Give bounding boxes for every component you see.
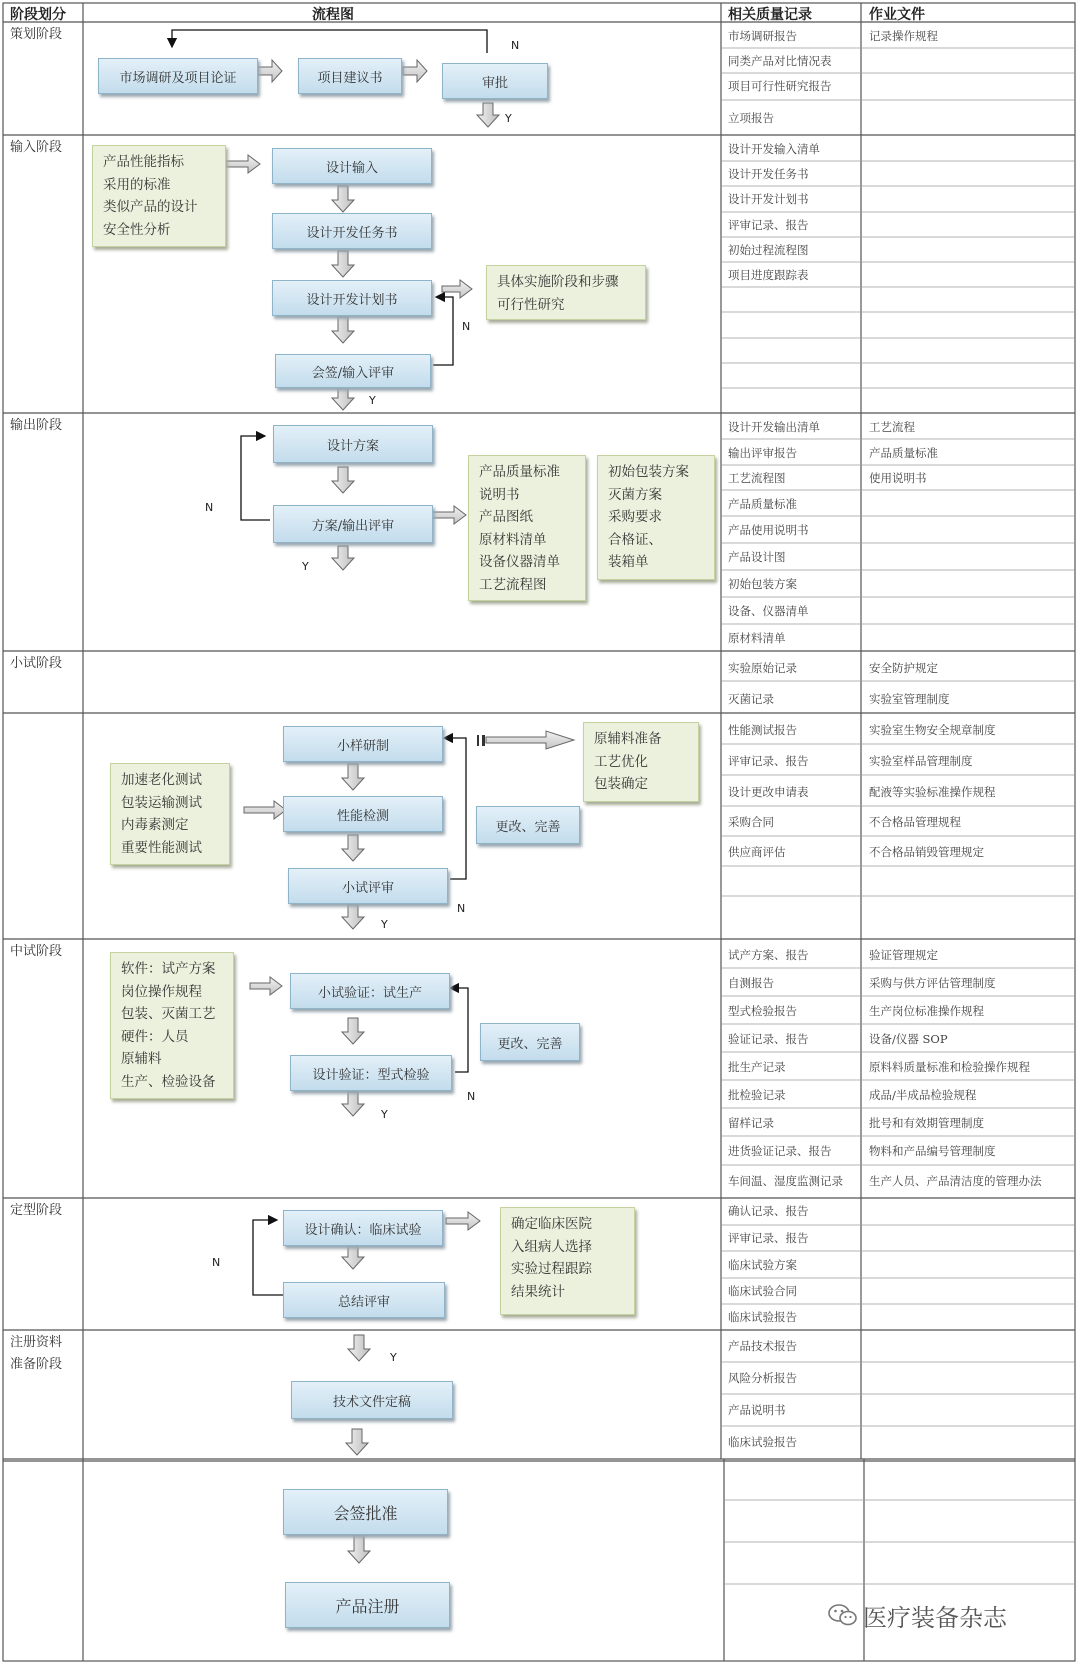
stage-planning: 策划阶段	[10, 27, 63, 42]
note-item: 说明书	[479, 486, 520, 503]
record-cell: 产品使用说明书	[728, 523, 809, 537]
record-cell: 批生产记录	[728, 1060, 786, 1074]
record-cell: 初始过程流程图	[728, 243, 809, 257]
note-item: 设备仪器清单	[479, 554, 560, 570]
box-project-proposal: 项目建议书	[298, 58, 402, 94]
doc-cell: 设备/仪器 SOP	[869, 1032, 948, 1046]
label-yes: Y	[369, 394, 376, 407]
note-item: 入组病人选择	[511, 1238, 592, 1255]
note-item: 采用的标准	[103, 176, 171, 193]
label-yes: Y	[381, 1108, 388, 1121]
note-item: 包装、灭菌工艺	[121, 1006, 216, 1022]
record-cell: 设计开发输出清单	[728, 420, 820, 434]
note-item: 内毒素测定	[121, 817, 189, 833]
box-approval: 审批	[442, 63, 548, 99]
note-item: 包装确定	[594, 776, 648, 792]
record-cell: 批检验记录	[728, 1088, 786, 1102]
record-cell: 进货验证记录、报告	[728, 1144, 832, 1158]
record-cell: 风险分析报告	[728, 1371, 797, 1385]
record-cell: 设计更改申请表	[728, 785, 809, 799]
label-no: N	[467, 1090, 476, 1103]
label-no: N	[205, 501, 214, 514]
note-item: 产品图纸	[479, 509, 533, 525]
note-item: 软件：试产方案	[121, 961, 216, 977]
label-no: N	[457, 902, 466, 915]
record-cell: 同类产品对比情况表	[728, 54, 832, 68]
record-cell: 临床试验报告	[728, 1435, 797, 1449]
arrow-dots	[477, 735, 485, 746]
record-cell: 实验原始记录	[728, 661, 797, 675]
box-sample-making: 小样研制	[283, 726, 443, 762]
box-summary-review: 总结评审	[283, 1282, 445, 1318]
box-input-review: 会签/输入评审	[275, 354, 431, 388]
note-item: 加速老化测试	[121, 772, 202, 788]
record-cell: 产品说明书	[728, 1403, 786, 1417]
record-cell: 评审记录、报告	[728, 754, 809, 768]
record-cell: 试产方案、报告	[728, 948, 809, 962]
doc-cell: 记录操作规程	[869, 29, 938, 43]
record-cell: 临床试验方案	[728, 1258, 797, 1272]
doc-cell: 不合格品销毁管理规定	[869, 845, 984, 859]
note-pilot-tests	[110, 763, 230, 865]
doc-cell: 原料料质量标准和检验操作规程	[869, 1060, 1030, 1074]
record-cell: 评审记录、报告	[728, 218, 809, 232]
note-item: 工艺优化	[594, 753, 648, 770]
record-cell: 临床试验合同	[728, 1284, 797, 1298]
header-flow: 流程图	[312, 7, 354, 23]
stage-output: 输出阶段	[10, 418, 63, 433]
box-change-improve-2: 更改、完善	[480, 1023, 580, 1061]
record-cell: 车间温、湿度监测记录	[728, 1174, 843, 1188]
record-cell: 设计开发输入清单	[728, 142, 820, 156]
note-item: 工艺流程图	[479, 576, 547, 593]
note-item: 具体实施阶段和步骤	[497, 274, 619, 290]
box-dev-plan: 设计开发计划书	[272, 280, 432, 316]
record-cell: 设计开发任务书	[728, 167, 809, 181]
note-item: 岗位操作规程	[121, 983, 202, 1000]
doc-cell: 验证管理规定	[869, 948, 938, 962]
note-item: 原辅料准备	[594, 731, 662, 747]
box-design-input: 设计输入	[272, 148, 432, 184]
note-item: 原材料清单	[479, 531, 547, 548]
note-clinical-items	[500, 1207, 635, 1315]
note-item: 安全性分析	[103, 221, 171, 238]
header-stage: 阶段划分	[10, 7, 66, 23]
note-output-docs	[468, 455, 586, 601]
record-cell: 验证记录、报告	[728, 1032, 809, 1046]
record-cell: 型式检验报告	[728, 1004, 797, 1018]
note-item: 硬件：人员	[121, 1028, 189, 1045]
record-cell: 留样记录	[728, 1116, 774, 1130]
note-item: 产品性能指标	[103, 154, 184, 170]
note-item: 确定临床医院	[511, 1216, 592, 1232]
record-cell: 临床试验报告	[728, 1310, 797, 1324]
wechat-icon	[828, 1603, 858, 1627]
doc-cell: 不合格品管理规程	[869, 815, 961, 829]
record-cell: 采购合同	[728, 815, 774, 829]
note-item: 类似产品的设计	[103, 199, 198, 215]
note-item: 重要性能测试	[121, 839, 202, 856]
record-cell: 项目可行性研究报告	[728, 79, 832, 93]
note-input-items	[92, 145, 226, 247]
label-yes: Y	[505, 112, 512, 125]
box-product-register: 产品注册	[285, 1582, 450, 1628]
label-yes: Y	[381, 918, 388, 931]
doc-cell: 工艺流程	[869, 420, 915, 434]
box-design-scheme: 设计方案	[273, 425, 433, 463]
record-cell: 自测报告	[728, 976, 774, 990]
label-no: N	[511, 39, 520, 52]
doc-cell: 实验室管理制度	[869, 692, 950, 706]
label-yes: Y	[302, 560, 309, 573]
doc-cell: 成品/半成品检验规程	[869, 1088, 977, 1102]
note-item: 可行性研究	[497, 296, 565, 313]
stage-registration-line1: 注册资料	[10, 1335, 63, 1350]
box-design-verify: 设计验证：型式检验	[290, 1055, 452, 1091]
label-no: N	[462, 320, 471, 333]
record-cell: 初始包装方案	[728, 577, 797, 591]
record-cell: 工艺流程图	[728, 471, 786, 485]
record-cell: 性能测试报告	[728, 723, 797, 737]
box-pilot-verify: 小试验证：试生产	[290, 973, 450, 1009]
doc-cell: 批号和有效期管理制度	[869, 1116, 984, 1130]
record-cell: 原材料清单	[728, 631, 786, 645]
doc-cell: 配液等实验标准操作规程	[869, 785, 996, 799]
note-material-prep	[583, 722, 699, 802]
note-item: 包装运输测试	[121, 794, 202, 811]
doc-cell: 物料和产品编号管理制度	[869, 1144, 996, 1158]
header-records: 相关质量记录	[728, 7, 812, 23]
box-performance-test: 性能检测	[283, 796, 443, 832]
box-market-research: 市场调研及项目论证	[98, 58, 258, 94]
doc-cell: 生产岗位标准操作规程	[869, 1004, 984, 1018]
record-cell: 产品设计图	[728, 550, 786, 564]
record-cell: 灭菌记录	[728, 692, 774, 706]
note-trial-items	[110, 952, 234, 1099]
box-dev-task: 设计开发任务书	[272, 213, 432, 249]
doc-cell: 采购与供方评估管理制度	[869, 976, 996, 990]
record-cell: 供应商评估	[728, 845, 786, 859]
doc-cell: 产品质量标准	[869, 446, 938, 460]
box-sign-approve: 会签批准	[283, 1489, 448, 1535]
note-item: 产品质量标准	[479, 464, 560, 480]
box-output-review: 方案/输出评审	[273, 505, 433, 543]
stage-registration	[10, 1332, 80, 1376]
note-item: 结果统计	[511, 1283, 565, 1300]
record-cell: 输出评审报告	[728, 446, 797, 460]
stage-pilot: 小试阶段	[10, 656, 63, 671]
stage-registration-line2: 准备阶段	[10, 1357, 63, 1372]
doc-cell: 实验室生物安全规章制度	[869, 723, 996, 737]
note-item: 生产、检验设备	[121, 1073, 216, 1090]
label-no: N	[212, 1256, 221, 1269]
header-docs: 作业文件	[869, 7, 925, 23]
box-design-confirm: 设计确认：临床试验	[283, 1210, 443, 1246]
record-cell: 确认记录、报告	[728, 1204, 809, 1218]
note-item: 原辅料	[121, 1051, 162, 1067]
note-plan-items	[486, 265, 646, 320]
record-cell: 项目进度跟踪表	[728, 268, 809, 282]
doc-cell: 实验室样品管理制度	[869, 754, 973, 768]
record-cell: 设计开发计划书	[728, 192, 809, 206]
record-cell: 设备、仪器清单	[728, 604, 809, 618]
note-item: 初始包装方案	[608, 464, 689, 480]
record-cell: 立项报告	[728, 111, 774, 125]
doc-cell: 安全防护规定	[869, 661, 938, 675]
doc-cell: 生产人员、产品清洁度的管理办法	[869, 1174, 1042, 1188]
record-cell: 评审记录、报告	[728, 1231, 809, 1245]
watermark-text: 医疗装备杂志	[863, 1604, 1007, 1632]
record-cell: 产品技术报告	[728, 1339, 797, 1353]
record-cell: 产品质量标准	[728, 497, 797, 511]
note-item: 合格证、	[608, 531, 662, 548]
note-item: 灭菌方案	[608, 486, 662, 503]
record-cell: 市场调研报告	[728, 29, 797, 43]
label-yes: Y	[390, 1351, 397, 1364]
note-item: 实验过程跟踪	[511, 1261, 592, 1277]
box-pilot-review: 小试评审	[288, 868, 448, 904]
down-arrows	[332, 103, 499, 1563]
doc-cell: 使用说明书	[869, 471, 927, 485]
stage-input: 输入阶段	[10, 140, 63, 155]
box-change-improve-1: 更改、完善	[476, 806, 580, 844]
note-item: 采购要求	[608, 509, 662, 525]
stage-trial: 中试阶段	[10, 944, 63, 959]
box-tech-doc: 技术文件定稿	[291, 1381, 453, 1419]
note-output-pack	[597, 455, 715, 580]
note-item: 装箱单	[608, 554, 649, 570]
stage-finalize: 定型阶段	[10, 1203, 63, 1218]
